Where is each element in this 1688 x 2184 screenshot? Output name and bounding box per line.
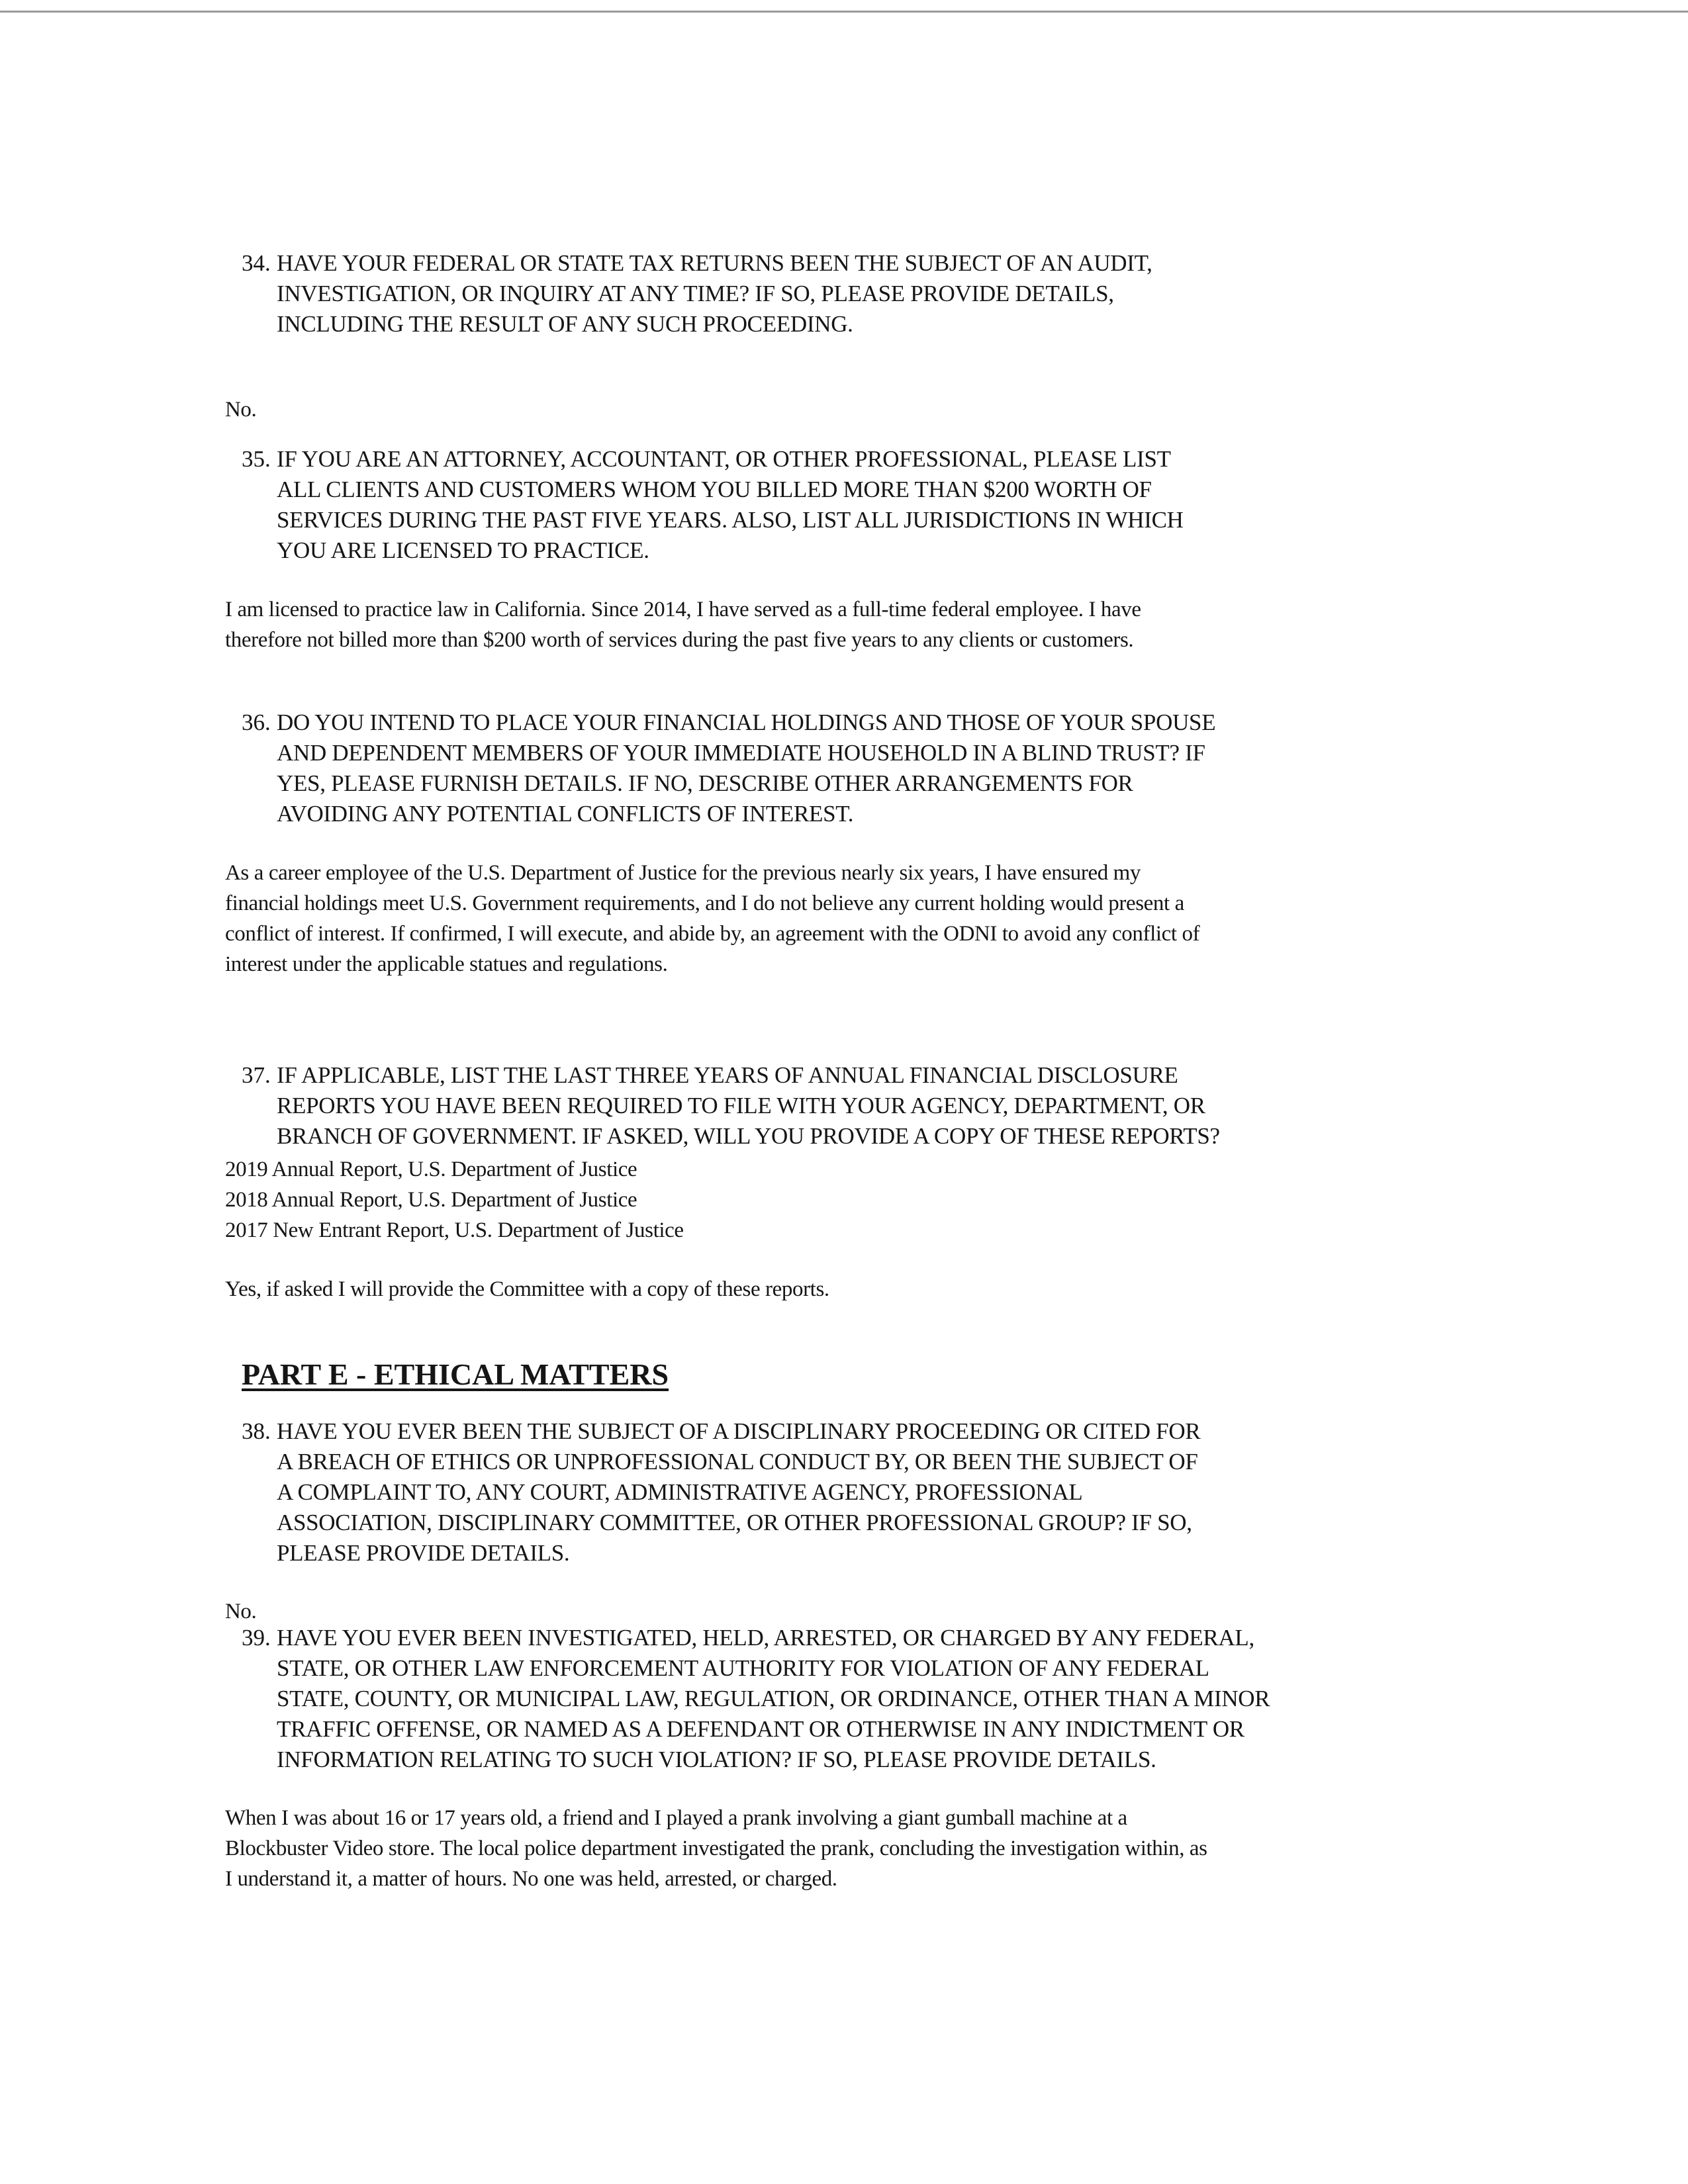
answer-line: Blockbuster Video store. The local police department investigated the prank, concluding the investigation within, as	[225, 1837, 1207, 1860]
answer-line: As a career employee of the U.S. Department of Justice for the previous nearly six years, I have ensured my	[225, 861, 1141, 885]
answer-line: interest under the applicable statues and regulations.	[225, 952, 668, 976]
question-line: A BREACH OF ETHICS OR UNPROFESSIONAL CONDUCT BY, OR BEEN THE SUBJECT OF	[277, 1449, 1198, 1475]
question-line: HAVE YOU EVER BEEN THE SUBJECT OF A DISCIPLINARY PROCEEDING OR CITED FOR	[277, 1418, 1201, 1444]
question-line: IF APPLICABLE, LIST THE LAST THREE YEARS OF ANNUAL FINANCIAL DISCLOSURE	[277, 1062, 1178, 1088]
question-line: AND DEPENDENT MEMBERS OF YOUR IMMEDIATE HOUSEHOLD IN A BLIND TRUST? IF	[277, 740, 1205, 766]
answer-line: No.	[225, 1600, 257, 1623]
question-line: IF YOU ARE AN ATTORNEY, ACCOUNTANT, OR OTHER PROFESSIONAL, PLEASE LIST	[277, 446, 1171, 472]
question-line: A COMPLAINT TO, ANY COURT, ADMINISTRATIVE AGENCY, PROFESSIONAL	[277, 1479, 1083, 1505]
answer	[225, 594, 1141, 655]
question-line: INVESTIGATION, OR INQUIRY AT ANY TIME? IF SO, PLEASE PROVIDE DETAILS,	[277, 281, 1114, 306]
question-line: DO YOU INTEND TO PLACE YOUR FINANCIAL HOLDINGS AND THOSE OF YOUR SPOUSE	[277, 709, 1216, 735]
question-text	[277, 1060, 1220, 1152]
answer-line: Yes, if asked I will provide the Committee with a copy of these reports.	[225, 1277, 829, 1301]
question-line: HAVE YOU EVER BEEN INVESTIGATED, HELD, ARRESTED, OR CHARGED BY ANY FEDERAL,	[277, 1625, 1254, 1651]
answer-line: I understand it, a matter of hours. No one was held, arrested, or charged.	[225, 1867, 837, 1891]
question-line: HAVE YOUR FEDERAL OR STATE TAX RETURNS BEEN THE SUBJECT OF AN AUDIT,	[277, 250, 1152, 276]
answer-line: I am licensed to practice law in California. Since 2014, I have served as a full-time federal employee. I have	[225, 598, 1141, 621]
question-number: 36.	[242, 709, 271, 735]
answer	[225, 858, 1199, 979]
question-number: 35.	[242, 446, 271, 472]
section-heading: PART E - ETHICAL MATTERS	[242, 1357, 669, 1391]
question-text	[277, 444, 1184, 566]
question-line: BRANCH OF GOVERNMENT. IF ASKED, WILL YOU PROVIDE A COPY OF THESE REPORTS?	[277, 1123, 1220, 1149]
answer	[225, 1803, 1207, 1894]
question-text	[277, 248, 1152, 340]
answer	[225, 394, 256, 425]
answer-line: 2017 New Entrant Report, U.S. Department of Justice	[225, 1218, 684, 1242]
answer-line: When I was about 16 or 17 years old, a friend and I played a prank involving a giant gumball machine at a	[225, 1806, 1127, 1830]
answer-line: 2018 Annual Report, U.S. Department of Justice	[225, 1188, 637, 1212]
question-line: YES, PLEASE FURNISH DETAILS. IF NO, DESCRIBE OTHER ARRANGEMENTS FOR	[277, 770, 1133, 796]
question-line: SERVICES DURING THE PAST FIVE YEARS. ALSO, LIST ALL JURISDICTIONS IN WHICH	[277, 507, 1184, 533]
answer-line: financial holdings meet U.S. Government requirements, and I do not believe any current holding would present a	[225, 891, 1184, 915]
question-line: REPORTS YOU HAVE BEEN REQUIRED TO FILE WITH YOUR AGENCY, DEPARTMENT, OR	[277, 1093, 1205, 1118]
question-text	[277, 1623, 1270, 1775]
question-line: TRAFFIC OFFENSE, OR NAMED AS A DEFENDANT OR OTHERWISE IN ANY INDICTMENT OR	[277, 1716, 1244, 1742]
answer-line: No.	[225, 398, 257, 422]
question-line: STATE, COUNTY, OR MUNICIPAL LAW, REGULATION, OR ORDINANCE, OTHER THAN A MINOR	[277, 1686, 1270, 1711]
question-line: INFORMATION RELATING TO SUCH VIOLATION? IF SO, PLEASE PROVIDE DETAILS.	[277, 1747, 1156, 1772]
question-number: 34.	[242, 250, 271, 276]
question-number: 37.	[242, 1062, 271, 1088]
answer	[225, 1154, 684, 1246]
question-line: YOU ARE LICENSED TO PRACTICE.	[277, 537, 649, 563]
question-line: STATE, OR OTHER LAW ENFORCEMENT AUTHORITY FOR VIOLATION OF ANY FEDERAL	[277, 1655, 1209, 1681]
question-number: 39.	[242, 1625, 271, 1651]
question-line: PLEASE PROVIDE DETAILS.	[277, 1540, 570, 1566]
question-line: AVOIDING ANY POTENTIAL CONFLICTS OF INTEREST.	[277, 801, 854, 827]
question-line: ASSOCIATION, DISCIPLINARY COMMITTEE, OR OTHER PROFESSIONAL GROUP? IF SO,	[277, 1510, 1192, 1535]
answer-line: 2019 Annual Report, U.S. Department of Justice	[225, 1158, 637, 1181]
answer-line: therefore not billed more than $200 worth of services during the past five years to any clients or customers.	[225, 628, 1134, 652]
question-line: INCLUDING THE RESULT OF ANY SUCH PROCEEDING.	[277, 311, 853, 337]
answer	[225, 1274, 829, 1304]
answer-line: conflict of interest. If confirmed, I will execute, and abide by, an agreement with the ODNI to avoid any conflict of	[225, 922, 1200, 946]
question-number: 38.	[242, 1418, 271, 1444]
question-line: ALL CLIENTS AND CUSTOMERS WHOM YOU BILLED MORE THAN $200 WORTH OF	[277, 477, 1152, 502]
question-text	[277, 707, 1215, 829]
question-text	[277, 1416, 1200, 1569]
scan-edge-line	[0, 11, 1688, 13]
